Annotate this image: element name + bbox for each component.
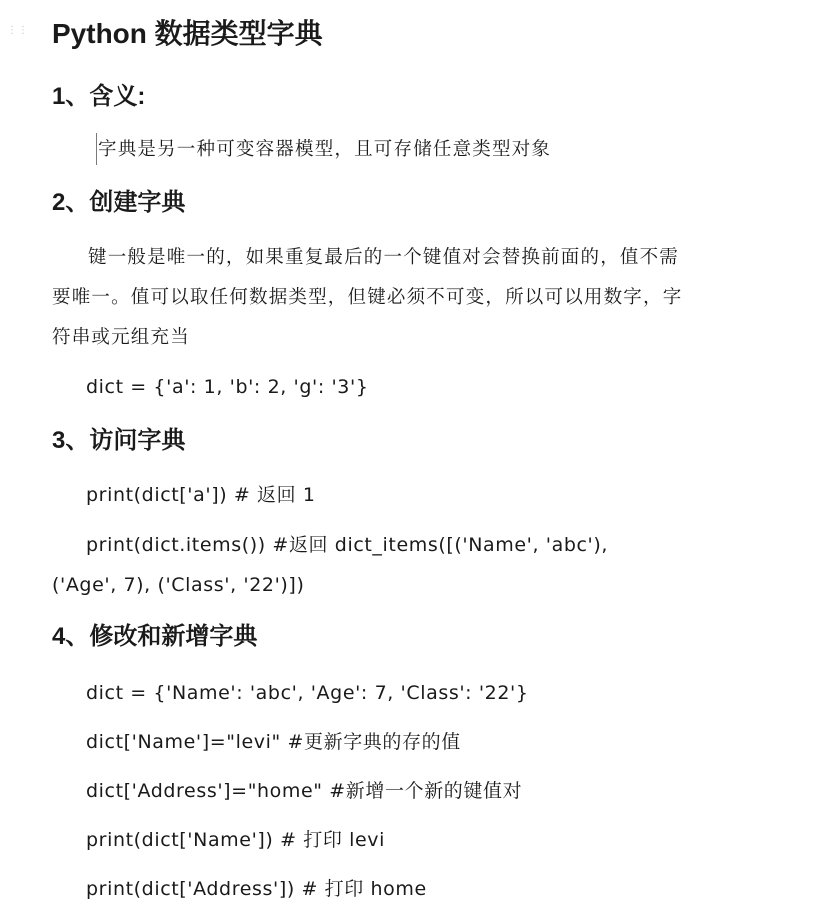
code-line-modify-2[interactable]: dict['Name']="levi" #更新字典的存的值 — [86, 731, 461, 753]
text-cursor — [96, 133, 97, 165]
paragraph-create-line-1[interactable]: 键一般是唯一的，如果重复最后的一个键值对会替换前面的，值不需 — [88, 247, 680, 268]
code-line-modify-5[interactable]: print(dict['Address']) # 打印 home — [86, 878, 427, 900]
code-line-create-dict[interactable]: dict = {'a': 1, 'b': 2, 'g': '3'} — [86, 376, 369, 398]
code-line-modify-3[interactable]: dict['Address']="home" #新增一个新的键值对 — [86, 780, 523, 802]
code-line-access-3[interactable]: ('Age', 7), ('Class', '22')]) — [52, 574, 305, 596]
section-heading-access: 3、访问字典 — [52, 427, 186, 454]
code-line-modify-4[interactable]: print(dict['Name']) # 打印 levi — [86, 829, 385, 851]
section-heading-modify: 4、修改和新增字典 — [52, 623, 258, 650]
section-heading-meaning: 1、含义: — [52, 83, 146, 110]
code-line-access-2[interactable]: print(dict.items()) #返回 dict_items([('Name', 'abc'), — [86, 534, 609, 556]
code-line-modify-1[interactable]: dict = {'Name': 'abc', 'Age': 7, 'Class': '22'} — [86, 682, 529, 704]
page-title: Python 数据类型字典 — [52, 18, 323, 49]
section-heading-create: 2、创建字典 — [52, 189, 186, 216]
paragraph-create-line-2[interactable]: 要唯一。值可以取任何数据类型，但键必须不可变，所以可以用数字，字 — [52, 287, 683, 308]
paragraph-meaning[interactable]: 字典是另一种可变容器模型，且可存储任意类型对象 — [98, 139, 552, 160]
drag-handle-icon[interactable]: ⋮⋮ — [7, 25, 29, 36]
code-line-access-1[interactable]: print(dict['a']) # 返回 1 — [86, 484, 316, 506]
paragraph-create-line-3[interactable]: 符串或元组充当 — [52, 327, 190, 348]
